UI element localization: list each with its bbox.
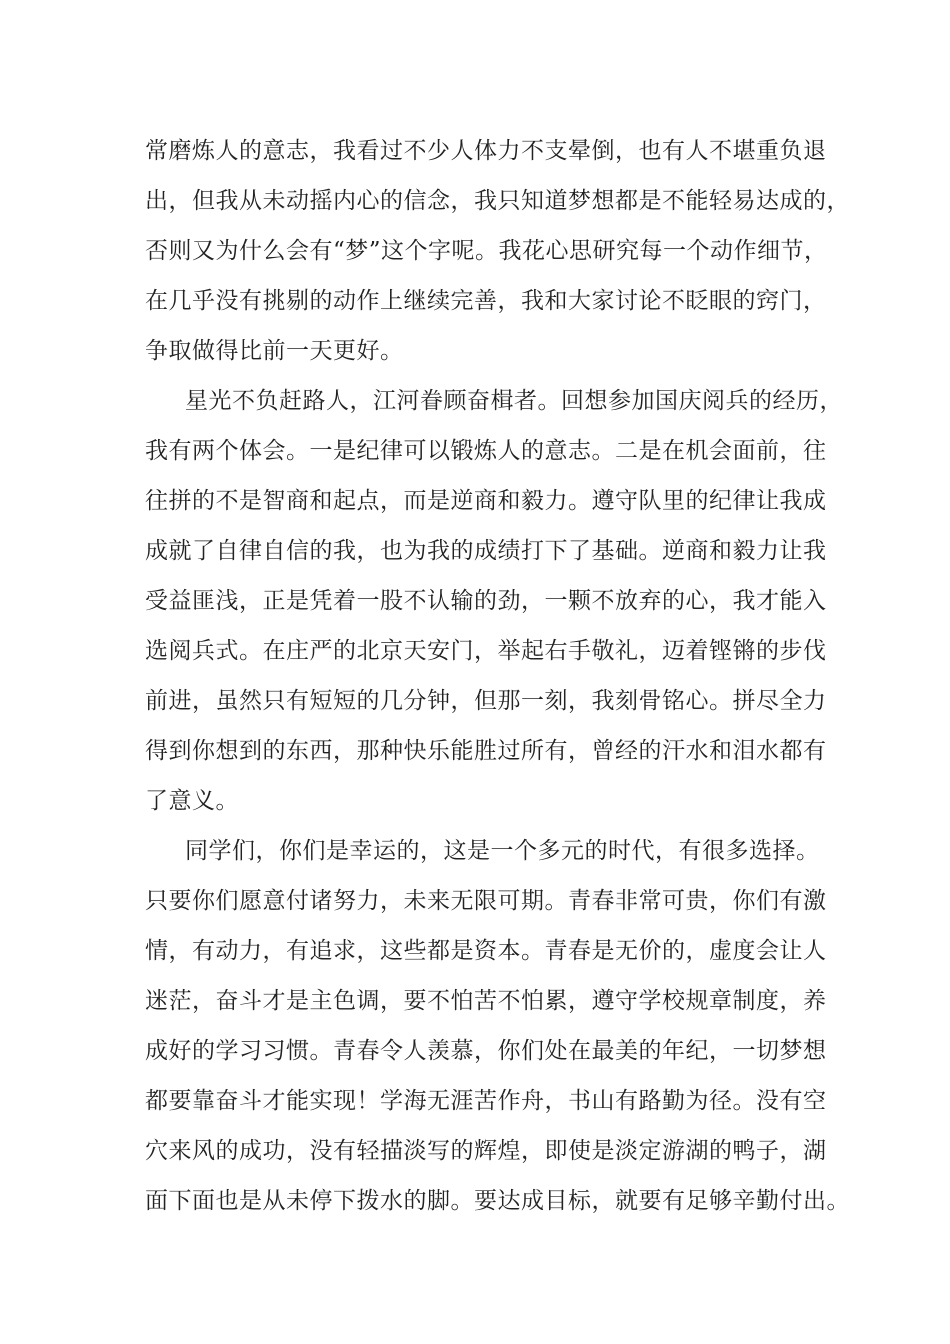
text-line: 选阅兵式。在庄严的北京天安门，举起右手敬礼，迈着铿锵的步伐: [145, 638, 827, 664]
text-line: 了意义。: [145, 788, 239, 814]
text-line: 往拼的不是智商和起点，而是逆商和毅力。遵守队里的纪律让我成: [145, 488, 827, 514]
text-line: 穴来风的成功，没有轻描淡写的辉煌，即使是淡定游湖的鸭子，湖: [145, 1138, 827, 1164]
text-line: 成就了自律自信的我，也为我的成绩打下了基础。逆商和毅力让我: [145, 538, 827, 564]
text-line: 成好的学习习惯。青春令人羡慕，你们处在最美的年纪，一切梦想: [145, 1038, 827, 1064]
text-line: 出，但我从未动摇内心的信念，我只知道梦想都是不能轻易达成的，: [145, 188, 850, 214]
paragraph-first-line: 星光不负赶路人，江河眷顾奋楫者。回想参加国庆阅兵的经历，: [185, 388, 843, 414]
paragraph-first-line: 同学们，你们是幸运的，这是一个多元的时代，有很多选择。: [185, 838, 820, 864]
text-line: 否则又为什么会有“梦”这个字呢。我花心思研究每一个动作细节，: [145, 238, 828, 264]
text-line: 面下面也是从未停下拨水的脚。要达成目标，就要有足够辛勤付出。: [145, 1188, 850, 1214]
text-line: 争取做得比前一天更好。: [145, 338, 404, 364]
text-line: 都要靠奋斗才能实现！学海无涯苦作舟，书山有路勤为径。没有空: [145, 1088, 827, 1114]
text-line: 只要你们愿意付诸努力，未来无限可期。青春非常可贵，你们有激: [145, 888, 827, 914]
text-line: 受益匪浅，正是凭着一股不认输的劲，一颗不放弃的心，我才能入: [145, 588, 827, 614]
text-line: 迷茫，奋斗才是主色调，要不怕苦不怕累，遵守学校规章制度，养: [145, 988, 827, 1014]
text-line: 情，有动力，有追求，这些都是资本。青春是无价的，虚度会让人: [145, 938, 827, 964]
text-line: 得到你想到的东西，那种快乐能胜过所有，曾经的汗水和泪水都有: [145, 738, 827, 764]
text-line: 我有两个体会。一是纪律可以锻炼人的意志。二是在机会面前，往: [145, 438, 827, 464]
text-line: 常磨炼人的意志，我看过不少人体力不支晕倒，也有人不堪重负退: [145, 138, 827, 164]
text-line: 在几乎没有挑剔的动作上继续完善，我和大家讨论不眨眼的窍门，: [145, 288, 827, 314]
text-line: 前进，虽然只有短短的几分钟，但那一刻，我刻骨铭心。拼尽全力: [145, 688, 827, 714]
